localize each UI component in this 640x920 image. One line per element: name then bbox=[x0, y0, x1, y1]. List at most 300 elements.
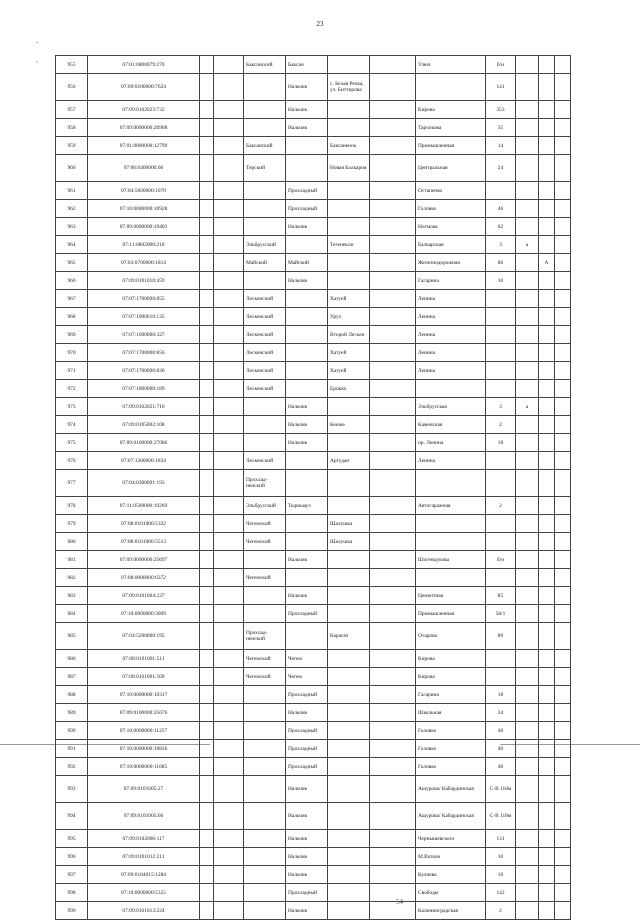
table-row bbox=[56, 137, 571, 155]
street-cell bbox=[416, 497, 486, 515]
street-cell bbox=[416, 119, 486, 137]
cadastral-number-cell bbox=[88, 848, 200, 866]
blank-cell bbox=[370, 623, 416, 650]
street-cell bbox=[416, 155, 486, 182]
blank-cell bbox=[555, 308, 571, 326]
house-number-text: 86 bbox=[497, 259, 504, 266]
extra-cell bbox=[539, 182, 555, 200]
locality-cell bbox=[328, 200, 370, 218]
locality-cell bbox=[328, 434, 370, 452]
district-text: Чегемский bbox=[246, 574, 271, 581]
blank-cell bbox=[555, 254, 571, 272]
blank-cell bbox=[555, 605, 571, 623]
district-text: Прохлад-ненский bbox=[246, 477, 268, 489]
blank-cell bbox=[370, 668, 416, 686]
letter-cell bbox=[516, 803, 539, 830]
blank-cell bbox=[214, 605, 244, 623]
house-number-cell bbox=[486, 758, 516, 776]
table-row bbox=[56, 740, 571, 758]
row-number-text: 966 bbox=[67, 277, 76, 284]
blank-cell bbox=[200, 155, 214, 182]
house-number-text: 40 bbox=[497, 727, 504, 734]
blank-cell bbox=[214, 587, 244, 605]
row-number-cell bbox=[56, 416, 88, 434]
blank-cell bbox=[370, 290, 416, 308]
table-row bbox=[56, 101, 571, 119]
cadastral-number-cell bbox=[88, 308, 200, 326]
cadastral-number-cell bbox=[88, 587, 200, 605]
blank-cell bbox=[200, 290, 214, 308]
street-text: Балкарская bbox=[418, 241, 444, 248]
city-cell bbox=[286, 902, 328, 920]
locality-cell bbox=[328, 569, 370, 587]
house-number-text: 40 bbox=[497, 763, 504, 770]
cadastral-number-cell bbox=[88, 380, 200, 398]
blank-cell bbox=[370, 119, 416, 137]
blank-cell bbox=[200, 686, 214, 704]
city-text: Нальчик bbox=[288, 421, 308, 428]
blank-cell bbox=[555, 722, 571, 740]
row-number-text: 982 bbox=[67, 574, 76, 581]
house-number-cell bbox=[486, 308, 516, 326]
cadastral-number-cell bbox=[88, 182, 200, 200]
blank-cell bbox=[555, 776, 571, 803]
row-number-text: 975 bbox=[67, 439, 76, 446]
street-cell bbox=[416, 236, 486, 254]
cadastral-number-cell bbox=[88, 866, 200, 884]
house-number-cell bbox=[486, 740, 516, 758]
row-number-cell bbox=[56, 830, 88, 848]
district-text: Чегемский bbox=[246, 655, 271, 662]
city-cell bbox=[286, 362, 328, 380]
house-number-cell bbox=[486, 362, 516, 380]
city-cell bbox=[286, 137, 328, 155]
row-number-cell bbox=[56, 515, 88, 533]
row-number-cell bbox=[56, 551, 88, 569]
blank-cell bbox=[555, 452, 571, 470]
district-cell bbox=[244, 650, 286, 668]
blank-cell bbox=[555, 218, 571, 236]
city-cell bbox=[286, 704, 328, 722]
city-text: Прохладный bbox=[288, 763, 318, 770]
blank-cell bbox=[370, 344, 416, 362]
blank-cell bbox=[370, 830, 416, 848]
cadastral-number-text: 07:09:0100000:25676 bbox=[119, 709, 168, 716]
letter-cell bbox=[516, 848, 539, 866]
city-text: Нальчик bbox=[288, 223, 308, 230]
street-text: Ленина bbox=[418, 349, 436, 356]
house-number-cell bbox=[486, 830, 516, 848]
blank-cell bbox=[214, 380, 244, 398]
blank-cell bbox=[214, 155, 244, 182]
blank-cell bbox=[555, 884, 571, 902]
city-text: Нальчик bbox=[288, 403, 308, 410]
district-cell bbox=[244, 155, 286, 182]
district-cell bbox=[244, 623, 286, 650]
row-number-text: 976 bbox=[67, 457, 76, 464]
locality-text: Второй Лескен bbox=[330, 331, 365, 338]
letter-cell bbox=[516, 623, 539, 650]
locality-cell bbox=[328, 623, 370, 650]
house-number-text: 58/1 bbox=[495, 610, 506, 617]
house-number-cell bbox=[486, 236, 516, 254]
letter-cell bbox=[516, 398, 539, 416]
blank-cell bbox=[214, 470, 244, 497]
table-row bbox=[56, 470, 571, 497]
table-row bbox=[56, 119, 571, 137]
locality-cell bbox=[328, 704, 370, 722]
table-row bbox=[56, 884, 571, 902]
house-number-cell bbox=[486, 434, 516, 452]
locality-cell bbox=[328, 326, 370, 344]
blank-cell bbox=[555, 623, 571, 650]
extra-cell bbox=[539, 497, 555, 515]
extra-cell bbox=[539, 344, 555, 362]
extra-cell bbox=[539, 254, 555, 272]
table-row bbox=[56, 551, 571, 569]
house-number-text: б/н bbox=[496, 61, 505, 68]
street-cell bbox=[416, 182, 486, 200]
house-number-cell bbox=[486, 182, 516, 200]
table-row bbox=[56, 803, 571, 830]
letter-cell bbox=[516, 308, 539, 326]
city-cell bbox=[286, 218, 328, 236]
city-text: Нальчик bbox=[288, 556, 308, 563]
cadastral-number-text: 07:08:0101000:5513 bbox=[121, 538, 166, 545]
extra-cell bbox=[539, 650, 555, 668]
blank-cell bbox=[200, 650, 214, 668]
locality-text: Аргудан bbox=[330, 457, 350, 464]
row-number-cell bbox=[56, 101, 88, 119]
letter-cell bbox=[516, 155, 539, 182]
locality-cell bbox=[328, 551, 370, 569]
blank-cell bbox=[200, 740, 214, 758]
house-number-text: 3 bbox=[499, 241, 502, 248]
extra-cell bbox=[539, 587, 555, 605]
locality-text: Карагач bbox=[330, 633, 349, 639]
blank-cell bbox=[555, 56, 571, 74]
table-row bbox=[56, 344, 571, 362]
street-text: Ленина bbox=[418, 295, 436, 302]
row-number-cell bbox=[56, 272, 88, 290]
row-number-cell bbox=[56, 569, 88, 587]
city-cell bbox=[286, 803, 328, 830]
locality-cell bbox=[328, 398, 370, 416]
blank-cell bbox=[214, 254, 244, 272]
blank-cell bbox=[214, 308, 244, 326]
row-number-cell bbox=[56, 533, 88, 551]
cadastral-number-text: 07:09:0105002:108 bbox=[122, 421, 165, 428]
street-text: Улюч bbox=[418, 61, 431, 68]
row-number-cell bbox=[56, 380, 88, 398]
blank-cell bbox=[214, 74, 244, 101]
district-text: Лескенский bbox=[246, 313, 274, 320]
row-number-cell bbox=[56, 137, 88, 155]
house-number-cell bbox=[486, 587, 516, 605]
street-text: Кирова bbox=[418, 673, 435, 680]
cadastral-number-text: 07:09:0000000:25697 bbox=[119, 556, 168, 563]
row-number-text: 981 bbox=[67, 556, 76, 563]
letter-cell bbox=[516, 515, 539, 533]
table-row bbox=[56, 398, 571, 416]
city-cell bbox=[286, 587, 328, 605]
row-number-text: 965 bbox=[67, 259, 76, 266]
blank-cell bbox=[370, 137, 416, 155]
row-number-text: 967 bbox=[67, 295, 76, 302]
letter-cell bbox=[516, 866, 539, 884]
blank-cell bbox=[555, 362, 571, 380]
extra-cell bbox=[539, 686, 555, 704]
district-cell bbox=[244, 722, 286, 740]
city-text: Нальчик bbox=[288, 871, 308, 878]
blank-cell bbox=[200, 776, 214, 803]
district-cell bbox=[244, 758, 286, 776]
locality-cell bbox=[328, 740, 370, 758]
row-number-text: 969 bbox=[67, 331, 76, 338]
blank-cell bbox=[200, 605, 214, 623]
extra-cell bbox=[539, 803, 555, 830]
table-row bbox=[56, 848, 571, 866]
city-cell bbox=[286, 101, 328, 119]
cadastral-number-cell bbox=[88, 533, 200, 551]
row-number-cell bbox=[56, 623, 88, 650]
blank-cell bbox=[214, 866, 244, 884]
district-cell bbox=[244, 866, 286, 884]
city-cell bbox=[286, 344, 328, 362]
street-cell bbox=[416, 470, 486, 497]
row-number-cell bbox=[56, 803, 88, 830]
page-footer-number: 54 bbox=[396, 898, 403, 906]
house-number-cell bbox=[486, 866, 516, 884]
row-number-text: 978 bbox=[67, 502, 76, 509]
locality-cell bbox=[328, 497, 370, 515]
blank-cell bbox=[214, 137, 244, 155]
cadastral-number-cell bbox=[88, 623, 200, 650]
cadastral-number-cell bbox=[88, 290, 200, 308]
city-cell bbox=[286, 497, 328, 515]
city-cell bbox=[286, 551, 328, 569]
blank-cell bbox=[200, 470, 214, 497]
row-number-text: 964 bbox=[67, 241, 76, 248]
row-number-cell bbox=[56, 155, 88, 182]
street-text: М.Ватков bbox=[418, 853, 440, 860]
district-text: Чегемский bbox=[246, 520, 271, 527]
row-number-cell bbox=[56, 740, 88, 758]
row-number-cell bbox=[56, 344, 88, 362]
locality-cell bbox=[328, 344, 370, 362]
street-cell bbox=[416, 587, 486, 605]
blank-cell bbox=[214, 884, 244, 902]
street-text: Цементная bbox=[418, 592, 444, 599]
blank-cell bbox=[200, 344, 214, 362]
blank-cell bbox=[200, 722, 214, 740]
house-number-text: 10 bbox=[497, 853, 504, 860]
extra-cell bbox=[539, 551, 555, 569]
house-number-cell bbox=[486, 137, 516, 155]
street-cell bbox=[416, 533, 486, 551]
extra-cell bbox=[539, 758, 555, 776]
house-number-cell bbox=[486, 452, 516, 470]
extra-cell bbox=[539, 380, 555, 398]
street-text: Ашурова/ Кабардинская bbox=[418, 786, 474, 792]
city-cell bbox=[286, 776, 328, 803]
house-number-cell bbox=[486, 902, 516, 920]
blank-cell bbox=[200, 848, 214, 866]
blank-cell bbox=[200, 884, 214, 902]
blank-cell bbox=[200, 326, 214, 344]
blank-cell bbox=[214, 497, 244, 515]
district-cell bbox=[244, 344, 286, 362]
district-text: Лескенский bbox=[246, 367, 274, 374]
blank-cell bbox=[214, 182, 244, 200]
row-number-cell bbox=[56, 776, 88, 803]
blank-cell bbox=[214, 326, 244, 344]
house-number-text: 46 bbox=[497, 205, 504, 212]
blank-cell bbox=[370, 326, 416, 344]
locality-cell bbox=[328, 362, 370, 380]
blank-cell bbox=[370, 704, 416, 722]
extra-cell bbox=[539, 236, 555, 254]
street-text: Тарчокова bbox=[418, 124, 442, 131]
street-text: Центральная bbox=[418, 165, 448, 171]
row-number-cell bbox=[56, 605, 88, 623]
district-cell bbox=[244, 569, 286, 587]
blank-cell bbox=[370, 101, 416, 119]
street-cell bbox=[416, 362, 486, 380]
extra-cell bbox=[539, 398, 555, 416]
blank-cell bbox=[370, 236, 416, 254]
blank-cell bbox=[200, 587, 214, 605]
street-cell bbox=[416, 254, 486, 272]
blank-cell bbox=[214, 452, 244, 470]
extra-cell bbox=[539, 884, 555, 902]
blank-cell bbox=[555, 902, 571, 920]
blank-cell bbox=[200, 830, 214, 848]
street-text: Головко bbox=[418, 205, 437, 212]
district-cell bbox=[244, 101, 286, 119]
cadastral-number-cell bbox=[88, 740, 200, 758]
house-number-cell bbox=[486, 200, 516, 218]
city-text: Нальчик bbox=[288, 907, 308, 914]
blank-cell bbox=[214, 704, 244, 722]
blank-cell bbox=[200, 218, 214, 236]
blank-cell bbox=[370, 776, 416, 803]
house-number-text: 141 bbox=[496, 84, 505, 90]
house-number-cell bbox=[486, 74, 516, 101]
city-text: Чегем bbox=[288, 673, 302, 680]
cadastral-number-cell bbox=[88, 902, 200, 920]
district-cell bbox=[244, 137, 286, 155]
blank-cell bbox=[370, 308, 416, 326]
city-cell bbox=[286, 533, 328, 551]
street-cell bbox=[416, 272, 486, 290]
extra-cell bbox=[539, 848, 555, 866]
locality-cell bbox=[328, 902, 370, 920]
row-number-text: 992 bbox=[67, 763, 76, 770]
locality-cell bbox=[328, 101, 370, 119]
city-cell bbox=[286, 119, 328, 137]
table-row bbox=[56, 902, 571, 920]
cadastral-number-cell bbox=[88, 254, 200, 272]
row-number-text: 972 bbox=[67, 385, 76, 392]
cadastral-number-text: 07:10:0000000:10928 bbox=[119, 205, 168, 212]
blank-cell bbox=[555, 533, 571, 551]
street-cell bbox=[416, 326, 486, 344]
locality-cell bbox=[328, 236, 370, 254]
blank-cell bbox=[370, 902, 416, 920]
registry-rows bbox=[56, 56, 571, 920]
house-number-text: С-В 118м bbox=[489, 786, 512, 792]
cadastral-number-text: 07:09:0102066:117 bbox=[122, 835, 165, 842]
row-number-text: 955 bbox=[67, 61, 76, 68]
house-number-cell bbox=[486, 497, 516, 515]
locality-text: Кенже bbox=[330, 421, 345, 428]
table-row bbox=[56, 830, 571, 848]
cadastral-number-cell bbox=[88, 650, 200, 668]
street-cell bbox=[416, 101, 486, 119]
cadastral-number-text: 07:03:0700000:1814 bbox=[121, 259, 166, 266]
blank-cell bbox=[200, 308, 214, 326]
blank-cell bbox=[214, 623, 244, 650]
street-text: Ашурова/ Кабардинская bbox=[418, 813, 474, 819]
house-number-text: 62 bbox=[497, 223, 504, 230]
blank-cell bbox=[200, 416, 214, 434]
blank-cell bbox=[555, 758, 571, 776]
row-number-text: 994 bbox=[67, 813, 76, 819]
row-number-cell bbox=[56, 218, 88, 236]
scan-dot-mark: , bbox=[36, 56, 38, 64]
city-text: Нальчик bbox=[288, 813, 308, 819]
city-cell bbox=[286, 308, 328, 326]
city-cell bbox=[286, 434, 328, 452]
cadastral-number-cell bbox=[88, 776, 200, 803]
district-cell bbox=[244, 398, 286, 416]
table-row bbox=[56, 668, 571, 686]
street-text: Промышленная bbox=[418, 610, 455, 617]
row-number-cell bbox=[56, 722, 88, 740]
city-cell bbox=[286, 236, 328, 254]
house-number-cell bbox=[486, 218, 516, 236]
row-number-cell bbox=[56, 119, 88, 137]
house-number-text: 353 bbox=[496, 106, 505, 113]
district-cell bbox=[244, 452, 286, 470]
city-cell bbox=[286, 650, 328, 668]
cadastral-number-text: 07:07:1200000:1834 bbox=[121, 457, 166, 464]
cadastral-number-cell bbox=[88, 344, 200, 362]
row-number-text: 988 bbox=[67, 691, 76, 698]
blank-cell bbox=[555, 236, 571, 254]
cadastral-number-text: 07:09:0101005:27 bbox=[123, 786, 164, 792]
street-cell bbox=[416, 290, 486, 308]
city-text: Нальчик bbox=[288, 786, 308, 792]
district-cell bbox=[244, 515, 286, 533]
house-number-text: 14 bbox=[497, 142, 504, 149]
locality-cell bbox=[328, 758, 370, 776]
blank-cell bbox=[200, 182, 214, 200]
blank-cell bbox=[370, 569, 416, 587]
letter-cell bbox=[516, 137, 539, 155]
house-number-text: 131 bbox=[496, 835, 505, 842]
blank-cell bbox=[200, 434, 214, 452]
blank-cell bbox=[214, 515, 244, 533]
blank-cell bbox=[370, 686, 416, 704]
street-text: Автогаражная bbox=[418, 502, 451, 509]
blank-cell bbox=[370, 416, 416, 434]
table-row bbox=[56, 182, 571, 200]
cadastral-number-text: 07:09:0101010:459 bbox=[122, 277, 165, 284]
row-number-cell bbox=[56, 884, 88, 902]
blank-cell bbox=[200, 56, 214, 74]
